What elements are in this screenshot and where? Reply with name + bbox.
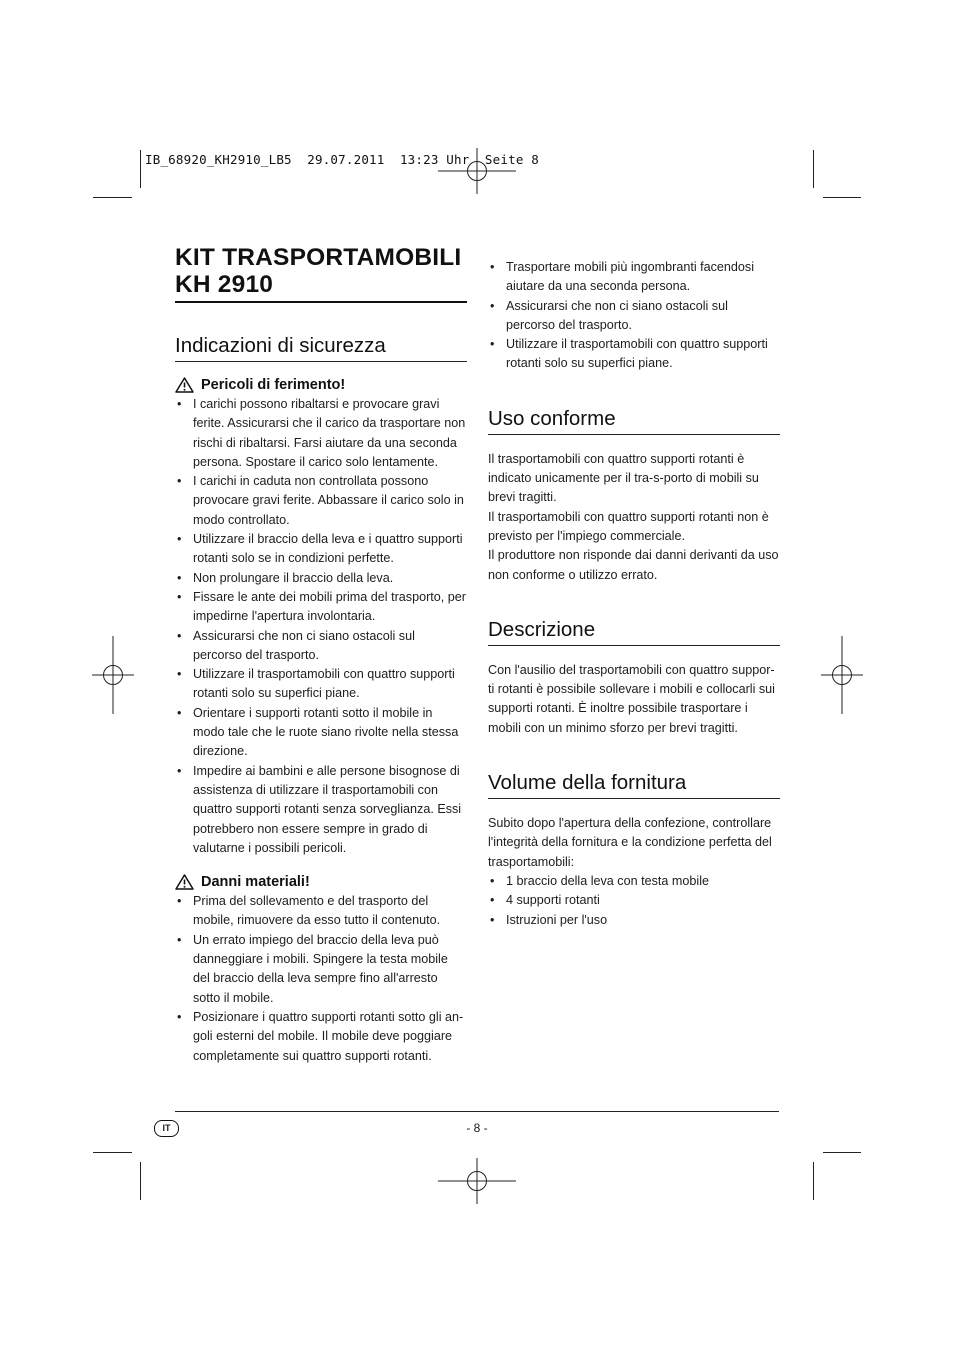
- crop-mark: [140, 1162, 141, 1200]
- list-item: • Posizionare i quattro supporti rotanti sotto gli an-goli esterni del mobile. Il mobile deve poggiare completamente sui quattro supporti rotanti.: [175, 1008, 467, 1066]
- list-item: • Prima del sollevamento e del trasporto del mobile, rimuovere da esso tutto il contenuto.: [175, 892, 467, 931]
- intended-use-section: [488, 407, 780, 585]
- crop-mark: [823, 197, 861, 198]
- list-item: • Impedire ai bambini e alle persone bisognose di assistenza di utilizzare il trasportamobili con quattro supporti rotanti senza sorveglianza. Essi potrebbero non essere sempre in grado di valutarne i possibili pericoli.: [175, 762, 467, 858]
- list-item: • Utilizzare il trasportamobili con quattro supporti rotanti solo su superfici piane.: [488, 335, 780, 374]
- delivery-list: [488, 872, 780, 930]
- registration-mark-left: [92, 636, 134, 714]
- list-item: • Istruzioni per l'uso: [488, 911, 780, 930]
- delivery-section: [488, 771, 780, 930]
- list-item: • 4 supporti rotanti: [488, 891, 780, 910]
- list-item: • Utilizzare il trasportamobili con quattro supporti rotanti solo su superfici piane.: [175, 665, 467, 704]
- heading-rule: [488, 434, 780, 435]
- paragraph: Con l'ausilio del trasportamobili con quattro suppor-ti rotanti è possibile sollevare i mobili e collocarli sui supporti rotanti. È inoltre possibile trasportare i mobili con un minimo sforzo per brevi tragitti.: [488, 662, 775, 735]
- print-slug: IB_68920_KH2910_LB5 29.07.2011 13:23 Uhr Seite 8: [145, 152, 540, 167]
- title-rule: [175, 301, 467, 303]
- paragraph: Il trasportamobili con quattro supporti rotanti è indicato unicamente per il tra-s-porto di mobili su brevi tragitti.: [488, 451, 759, 505]
- list-item: • Un errato impiego del braccio della leva può danneggiare i mobili. Spingere la testa mobile del braccio della leva sempre fino all'arresto sotto il mobile.: [175, 931, 467, 1008]
- left-column: [175, 244, 467, 1066]
- description-section: [488, 618, 780, 738]
- language-badge: IT: [154, 1120, 179, 1137]
- list-item: • Assicurarsi che non ci siano ostacoli sul percorso del trasporto.: [488, 297, 780, 336]
- injury-subheading: [175, 375, 467, 395]
- safety-section: [175, 334, 467, 1066]
- list-item: • Utilizzare il braccio della leva e i quattro supporti rotanti solo se in condizioni perfette.: [175, 530, 467, 569]
- damage-list: [175, 892, 467, 1066]
- warning-icon: [175, 377, 194, 393]
- heading-rule: [488, 798, 780, 799]
- list-item: • Trasportare mobili più ingombranti facendosi aiutare da una seconda persona.: [488, 258, 780, 297]
- crop-mark: [813, 1162, 814, 1200]
- title-line-1: KIT TRASPORTAMOBILI: [175, 244, 462, 271]
- heading-rule: [175, 361, 467, 362]
- paragraph: Il produttore non risponde dai danni derivanti da uso non conforme o utilizzo errato.: [488, 548, 779, 582]
- crop-mark: [823, 1152, 861, 1153]
- safety-heading: Indicazioni di sicurezza: [175, 334, 386, 357]
- document-title: [175, 244, 467, 303]
- heading-rule: [488, 645, 780, 646]
- list-item: • I carichi in caduta non controllata possono provocare gravi ferite. Abbassare il carico solo in modo controllato.: [175, 472, 467, 530]
- list-item: • Orientare i supporti rotanti sotto il mobile in modo tale che le ruote siano rivolte nella stessa direzione.: [175, 704, 467, 762]
- delivery-heading: Volume della fornitura: [488, 771, 687, 795]
- list-item: • 1 braccio della leva con testa mobile: [488, 872, 780, 891]
- page-number: - 8 -: [466, 1121, 488, 1135]
- registration-mark-bottom: [436, 1158, 516, 1204]
- damage-heading-text: Danni materiali!: [201, 874, 310, 891]
- paragraph: Il trasportamobili con quattro supporti rotanti non è previsto per l'impiego commerciale.: [488, 509, 769, 543]
- intended-use-heading: Uso conforme: [488, 406, 616, 430]
- registration-mark-right: [821, 636, 863, 714]
- title-line-2: KH 2910: [175, 271, 274, 298]
- paragraph: Subito dopo l'apertura della confezione, controllare l'integrità della fornitura e la condizione perfetta del trasportamobili:: [488, 816, 772, 869]
- description-heading: Descrizione: [488, 617, 596, 641]
- crop-mark: [93, 197, 132, 198]
- injury-list: [175, 395, 467, 858]
- damage-subheading: [175, 872, 467, 892]
- crop-mark: [93, 1152, 132, 1153]
- list-item: • Non prolungare il braccio della leva.: [175, 569, 467, 588]
- footer-rule: [175, 1111, 779, 1112]
- warning-icon: [175, 874, 194, 890]
- list-item: • I carichi possono ribaltarsi e provocare gravi ferite. Assicurarsi che il carico da trasportare non rischi di ribaltarsi. Farsi aiutare da una seconda persona. Spostare il carico solo lentamente.: [175, 395, 467, 472]
- right-column: [488, 258, 780, 930]
- injury-heading-text: Pericoli di ferimento!: [201, 377, 346, 393]
- continued-safety-list: [488, 258, 780, 374]
- list-item: • Fissare le ante dei mobili prima del trasporto, per impedirne l'apertura involontaria.: [175, 588, 467, 627]
- list-item: • Assicurarsi che non ci siano ostacoli sul percorso del trasporto.: [175, 627, 467, 666]
- crop-mark: [140, 150, 141, 188]
- crop-mark: [813, 150, 814, 188]
